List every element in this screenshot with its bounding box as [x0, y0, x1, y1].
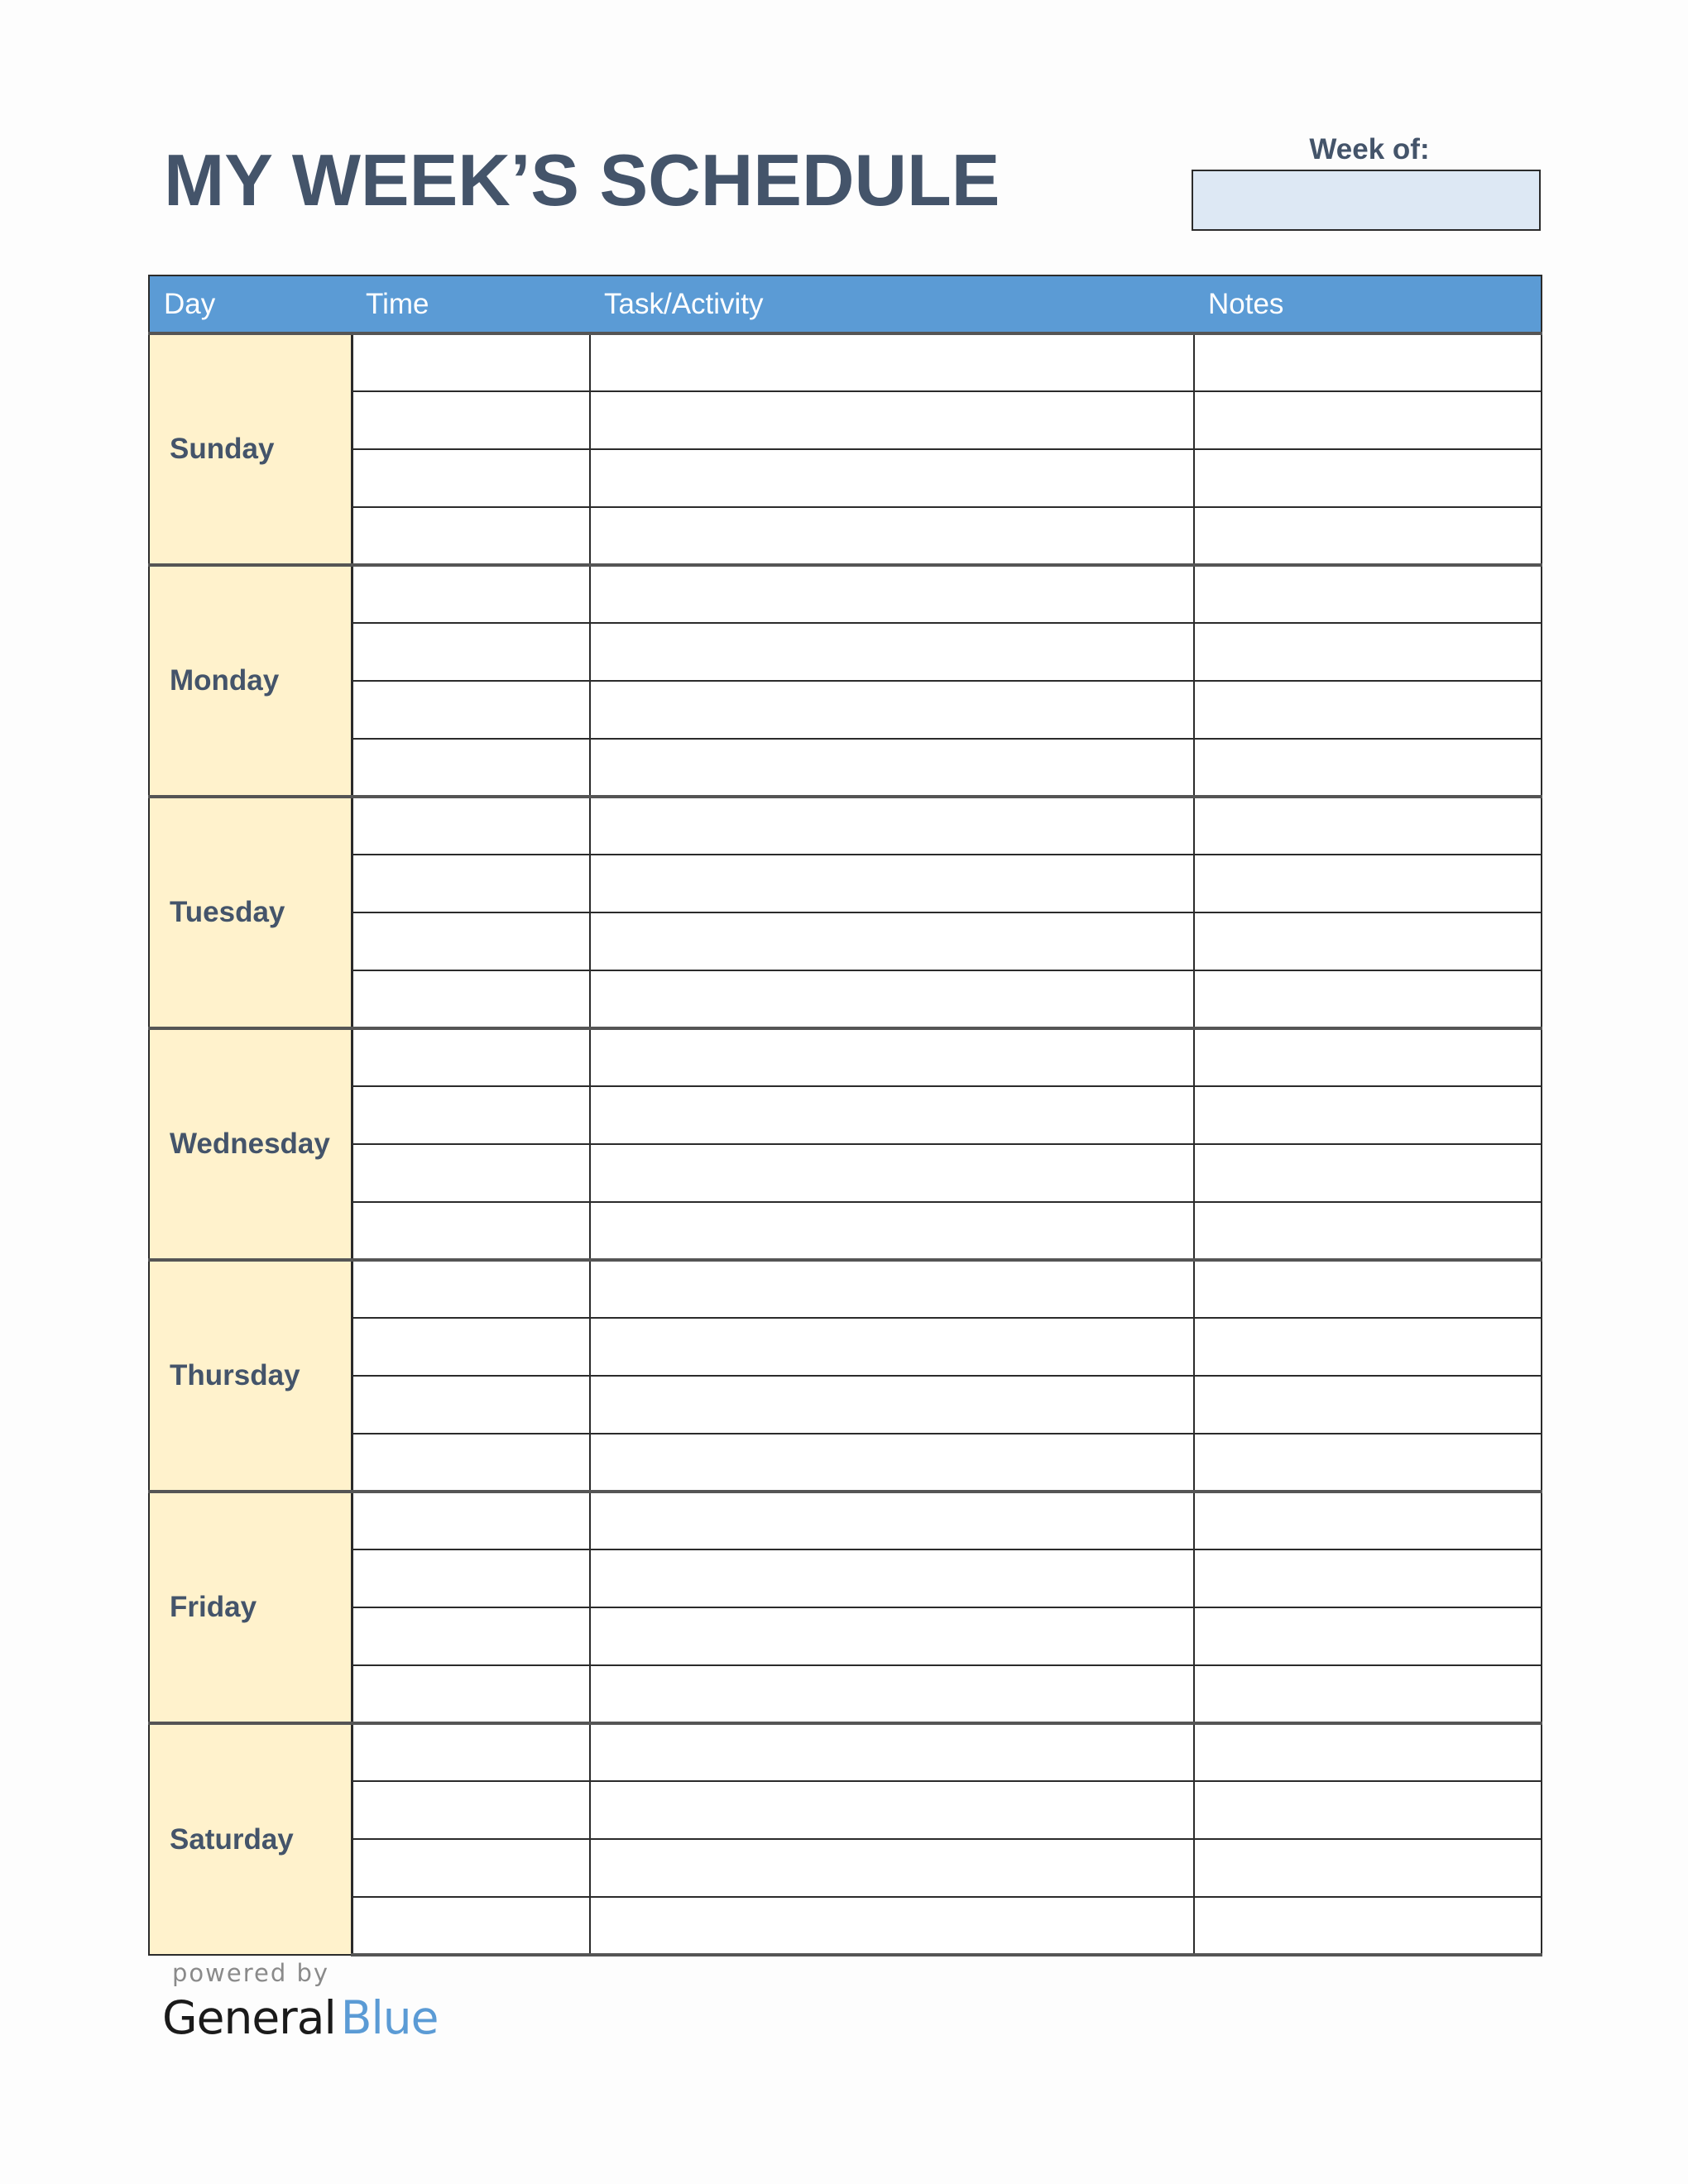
page-title: MY WEEK’S SCHEDULE: [164, 139, 1000, 221]
time-cell[interactable]: [352, 1839, 590, 1897]
schedule-row: [149, 1202, 1542, 1260]
schedule-row: [149, 1897, 1542, 1955]
notes-cell[interactable]: [1194, 797, 1542, 855]
notes-cell[interactable]: [1194, 1318, 1542, 1376]
notes-cell[interactable]: [1194, 1492, 1542, 1549]
day-label-wednesday: Wednesday: [149, 1028, 352, 1260]
notes-cell[interactable]: [1194, 1260, 1542, 1318]
notes-cell[interactable]: [1194, 1781, 1542, 1839]
notes-cell[interactable]: [1194, 1897, 1542, 1955]
header-time: Time: [352, 275, 590, 333]
time-cell[interactable]: [352, 623, 590, 681]
task-cell[interactable]: [590, 739, 1194, 797]
notes-cell[interactable]: [1194, 1028, 1542, 1086]
task-cell[interactable]: [590, 1202, 1194, 1260]
notes-cell[interactable]: [1194, 449, 1542, 507]
time-cell[interactable]: [352, 1028, 590, 1086]
notes-cell[interactable]: [1194, 1376, 1542, 1434]
notes-cell[interactable]: [1194, 1665, 1542, 1723]
schedule-row: [149, 1260, 1542, 1318]
schedule-row: [149, 391, 1542, 449]
time-cell[interactable]: [352, 1202, 590, 1260]
notes-cell[interactable]: [1194, 1202, 1542, 1260]
schedule-row: [149, 1839, 1542, 1897]
schedule-row: [149, 565, 1542, 623]
schedule-row: [149, 1665, 1542, 1723]
time-cell[interactable]: [352, 391, 590, 449]
schedule-row: [149, 1376, 1542, 1434]
task-cell[interactable]: [590, 333, 1194, 391]
day-label-tuesday: Tuesday: [149, 797, 352, 1028]
notes-cell[interactable]: [1194, 1144, 1542, 1202]
schedule-row: [149, 970, 1542, 1028]
time-cell[interactable]: [352, 1318, 590, 1376]
brand-name-part2: Blue: [340, 1991, 439, 2044]
notes-cell[interactable]: [1194, 1549, 1542, 1607]
task-cell[interactable]: [590, 1028, 1194, 1086]
schedule-row: [149, 1723, 1542, 1781]
task-cell[interactable]: [590, 565, 1194, 623]
schedule-row: [149, 855, 1542, 912]
header-day: Day: [149, 275, 352, 333]
notes-cell[interactable]: [1194, 1434, 1542, 1492]
notes-cell[interactable]: [1194, 1607, 1542, 1665]
task-cell[interactable]: [590, 970, 1194, 1028]
notes-cell[interactable]: [1194, 912, 1542, 970]
notes-cell[interactable]: [1194, 739, 1542, 797]
schedule-row: [149, 1144, 1542, 1202]
task-cell[interactable]: [590, 681, 1194, 739]
task-cell[interactable]: [590, 1318, 1194, 1376]
schedule-table: [148, 275, 1542, 1956]
task-cell[interactable]: [590, 1434, 1194, 1492]
time-cell[interactable]: [352, 1492, 590, 1549]
task-cell[interactable]: [590, 1144, 1194, 1202]
schedule-row: [149, 623, 1542, 681]
header-notes: Notes: [1194, 275, 1542, 333]
time-cell[interactable]: [352, 1897, 590, 1955]
schedule-row: [149, 1607, 1542, 1665]
task-cell[interactable]: [590, 507, 1194, 565]
time-cell[interactable]: [352, 1607, 590, 1665]
notes-cell[interactable]: [1194, 565, 1542, 623]
notes-cell[interactable]: [1194, 681, 1542, 739]
schedule-row: [149, 912, 1542, 970]
task-cell[interactable]: [590, 1839, 1194, 1897]
time-cell[interactable]: [352, 797, 590, 855]
notes-cell[interactable]: [1194, 970, 1542, 1028]
time-cell[interactable]: [352, 970, 590, 1028]
week-of-field[interactable]: [1192, 170, 1541, 231]
task-cell[interactable]: [590, 1086, 1194, 1144]
notes-cell[interactable]: [1194, 855, 1542, 912]
task-cell[interactable]: [590, 1260, 1194, 1318]
day-label-sunday: Sunday: [149, 333, 352, 565]
task-cell[interactable]: [590, 1723, 1194, 1781]
task-cell[interactable]: [590, 855, 1194, 912]
week-of-label: Week of:: [1309, 133, 1430, 165]
time-cell[interactable]: [352, 681, 590, 739]
schedule-row: [149, 507, 1542, 565]
task-cell[interactable]: [590, 1492, 1194, 1549]
schedule-row: [149, 797, 1542, 855]
day-label-thursday: Thursday: [149, 1260, 352, 1492]
schedule-row: [149, 1549, 1542, 1607]
task-cell[interactable]: [590, 391, 1194, 449]
time-cell[interactable]: [352, 912, 590, 970]
task-cell[interactable]: [590, 1549, 1194, 1607]
schedule-row: [149, 1318, 1542, 1376]
schedule-row: [149, 333, 1542, 391]
brand-name-part1: General: [162, 1991, 336, 2044]
powered-by-text: powered by: [172, 1959, 330, 1987]
schedule-row: [149, 1492, 1542, 1549]
time-cell[interactable]: [352, 1376, 590, 1434]
header-task-activity: Task/Activity: [590, 275, 1194, 333]
schedule-row: [149, 1434, 1542, 1492]
schedule-body: [149, 333, 1542, 1955]
notes-cell[interactable]: [1194, 507, 1542, 565]
time-cell[interactable]: [352, 1781, 590, 1839]
notes-cell[interactable]: [1194, 1723, 1542, 1781]
task-cell[interactable]: [590, 449, 1194, 507]
schedule-row: [149, 1781, 1542, 1839]
notes-cell[interactable]: [1194, 391, 1542, 449]
time-cell[interactable]: [352, 1260, 590, 1318]
time-cell[interactable]: [352, 565, 590, 623]
task-cell[interactable]: [590, 912, 1194, 970]
time-cell[interactable]: [352, 333, 590, 391]
time-cell[interactable]: [352, 1144, 590, 1202]
day-label-monday: Monday: [149, 565, 352, 797]
task-cell[interactable]: [590, 623, 1194, 681]
task-cell[interactable]: [590, 1781, 1194, 1839]
time-cell[interactable]: [352, 449, 590, 507]
time-cell[interactable]: [352, 1434, 590, 1492]
notes-cell[interactable]: [1194, 1839, 1542, 1897]
schedule-row: [149, 449, 1542, 507]
brand-logo: [162, 1989, 438, 2047]
schedule-row: [149, 1028, 1542, 1086]
time-cell[interactable]: [352, 1723, 590, 1781]
notes-cell[interactable]: [1194, 623, 1542, 681]
schedule-row: [149, 1086, 1542, 1144]
schedule-row: [149, 739, 1542, 797]
time-cell[interactable]: [352, 1086, 590, 1144]
task-cell[interactable]: [590, 797, 1194, 855]
task-cell[interactable]: [590, 1897, 1194, 1955]
day-label-saturday: Saturday: [149, 1723, 352, 1955]
header-row: [149, 275, 1542, 333]
day-label-friday: Friday: [149, 1492, 352, 1723]
time-cell[interactable]: [352, 1665, 590, 1723]
task-cell[interactable]: [590, 1376, 1194, 1434]
notes-cell[interactable]: [1194, 1086, 1542, 1144]
task-cell[interactable]: [590, 1607, 1194, 1665]
time-cell[interactable]: [352, 855, 590, 912]
time-cell[interactable]: [352, 1549, 590, 1607]
time-cell[interactable]: [352, 739, 590, 797]
notes-cell[interactable]: [1194, 333, 1542, 391]
task-cell[interactable]: [590, 1665, 1194, 1723]
schedule-row: [149, 681, 1542, 739]
time-cell[interactable]: [352, 507, 590, 565]
